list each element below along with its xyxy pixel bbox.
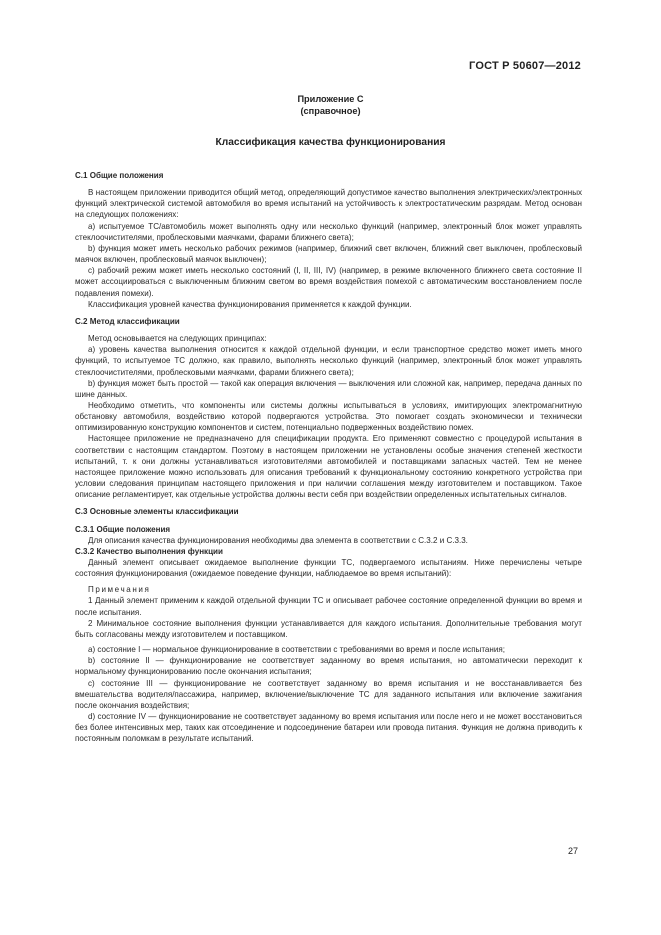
paragraph: Данный элемент описывает ожидаемое выполнение функции ТС, подвергаемого испытаниям. Ниже перечислены четыре состояния функционирования (ожидаемое поведение функции, наблюдаемое во время испытаний):: [75, 558, 582, 579]
notes-title: Примечания: [88, 585, 151, 595]
section-heading-c3: С.3 Основные элементы классификации: [75, 507, 239, 517]
state-item: d) состояние IV — функционирование не соответствует заданному во время испытания или после него и не может восстановиться без более интенсивных мер, таких как отсоединение и подсоединение батареи или провода питания. Функция не должна приводить к постоянным поломкам в результате испытаний.: [75, 712, 582, 744]
state-item: b) состояние II — функционирование не соответствует заданному во время испытания, но автоматически переходит к нормальному функционированию после окончания испытания;: [75, 656, 582, 677]
paragraph: Для описания качества функционирования необходимы два элемента в соответствии с С.3.2 и С.3.3.: [88, 535, 468, 545]
note-item: 2 Минимальное состояние выполнения функции устанавливается для каждого испытания. Дополнительные требования могут быть согласованы между изготовителем и поставщиком.: [75, 618, 582, 639]
note-item: 1 Данный элемент применим к каждой отдельной функции ТС и описывает рабочее состояние определенной функции во время и после испытания.: [75, 596, 582, 617]
document-body: [75, 170, 582, 745]
state-item: с) состояние III — функционирование не соответствует заданному во время испытания и не восстанавливается без вмешательства водителя/пассажира, например, включение/выключение ТС для заданного испытания или включение зажигания после окончания воздействия;: [75, 678, 582, 710]
subsection-heading-c3-2: С.3.2 Качество выполнения функции: [75, 546, 223, 556]
list-item: а) испытуемое ТС/автомобиль может выполнять одну или несколько функций (например, электронный блок может управлять стеклоочистителями, проблесковыми маячками, фарами ближнего света);: [75, 221, 582, 242]
annex-subtitle: (справочное): [300, 106, 361, 116]
standard-designation: ГОСТ Р 50607—2012: [469, 60, 581, 72]
section-heading-c2: С.2 Метод классификации: [75, 316, 180, 326]
paragraph: В настоящем приложении приводится общий метод, определяющий допустимое качество выполнения электрических/электронных функций электрической системой автомобиля во время испытаний на устойчивость к электростатическим разрядам. Метод основан на следующих положениях:: [75, 188, 582, 220]
page-number: 27: [567, 846, 578, 856]
paragraph: Классификация уровней качества функционирования применяется к каждой функции.: [88, 299, 412, 309]
list-item: с) рабочий режим может иметь несколько состояний (I, II, III, IV) (например, в режиме включенного ближнего света состояние II может ассоциироваться с выключенным ближним светом во время воздействия помехой с автоматическим восстановлением после подавления помехи).: [75, 266, 582, 298]
state-item: а) состояние I — нормальное функционирование в соответствии с требованиями во время и после испытания;: [88, 645, 505, 655]
section-heading-c1: С.1 Общие положения: [75, 171, 164, 180]
annex-heading: [0, 93, 661, 117]
list-item: а) уровень качества выполнения относится к каждой отдельной функции, и если транспортное средство может иметь много функций, то испытуемое ТС должно, как правило, выполнять несколько функций (например, электронный блок может управлять стеклоочистителями, проблесковыми маячками, фарами ближнего света);: [75, 345, 582, 377]
subsection-heading-c3-1: С.3.1 Общие положения: [75, 524, 171, 534]
paragraph: Метод основывается на следующих принципах:: [88, 334, 267, 344]
list-item: b) функция может быть простой — такой как операция включения — выключения или сложной как, например, передача данных по шине данных.: [75, 378, 582, 399]
list-item: b) функция может иметь несколько рабочих режимов (например, ближний свет включен, ближний свет выключен, проблесковый маячок включен, проблесковый маячок выключен);: [75, 243, 582, 265]
document-title: Классификация качества функционирования: [215, 137, 446, 148]
annex-title: Приложение С: [297, 94, 364, 104]
paragraph: Настоящее приложение не предназначено для спецификации продукта. Его применяют совместно с процедурой испытания в соответствии с настоящим стандартом. Поэтому в настоящем приложении не установлены особые значения степеней жесткости испытаний, т. к они должны устанавливаться изготовителями автомобилей и поставщиками запасных частей. Тем не менее настоящее приложение можно использовать для описания требований к функциональному состоянию конкретного устройства при условии следования принципам настоящего приложения и при наличии соглашения между изготовителем и поставщиком. Такое описание регламентирует, как отдельные устройства должны вести себя при воздействии определенных испытательных сигналов.: [75, 434, 582, 500]
paragraph: Необходимо отметить, что компоненты или системы должны испытываться в условиях, имитирующих электромагнитную обстановку автомобиля, воздействию которой подвергаются устройства. Это помогает создать экономически и технически оптимизированную конструкцию компонентов и систем, потенциально подверженных воздействию помех.: [75, 400, 582, 433]
